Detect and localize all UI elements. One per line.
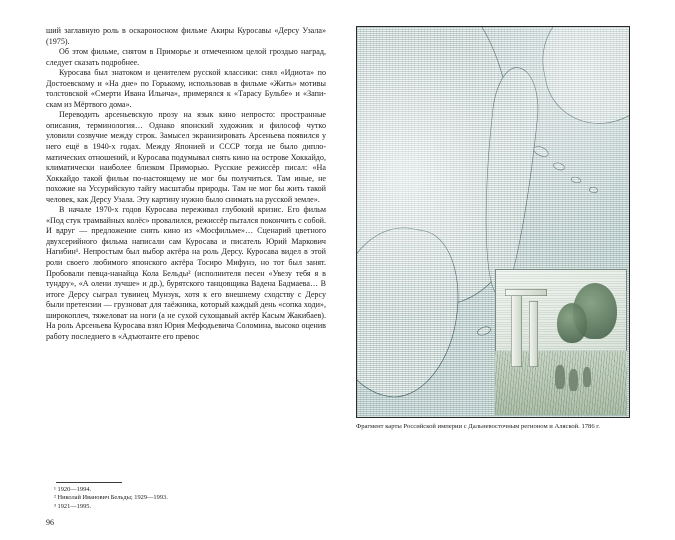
paragraph: Об этом фильме, снятом в Приморье и отмеченном целой гроздью наград, следует сказать подробнее. (46, 47, 326, 67)
footnote: ¹ 1920—1994. (54, 486, 92, 493)
footnote-block (46, 482, 326, 511)
cartouche-figure (583, 367, 591, 387)
map-cartouche (495, 269, 627, 415)
cartouche-figure (555, 365, 565, 389)
paragraph: Переводить арсеньевскую прозу на язык кино непросто: пространные описания, терминология… Однако японский художник и философ чутко уловили созвучие между строк. Замысел экранизировать Арсеньева появился у него ещё в 1940-х годах. Между Японией и СССР тогда не было дипломатических отношений, и Куросава подумывал снять кино на острове Хоккайдо, климатически наиболее близком Приморью. Русские режиссёр писал: «На Хоккайдо такой фильм по-настоящему не мог бы получиться. Там иные, не похожие на Уссурийскую тайгу масштабы природы. Там не мог бы жить такой человек, как Дерсу Узала. Эту картину нужно было снимать на русской земле». (46, 110, 326, 204)
footnote: ³ 1921—1995. (54, 502, 92, 510)
cartouche-tree (557, 303, 587, 343)
paragraph: В начале 1970-х годов Куросава переживал глубокий кризис. Его фильм «Под стук трамвайных колёс» провалился, режиссёр пытался покончить с собой. И вдруг — предложение снять кино из «Мосфильме»… Сценарий цветного двухсерийного фильма написали сам Куросава и писатель Юрий Маркович Нагибин¹. Непростым был выбор актёра на роль Дерсу. Куросава видел в этой роли своего любимого японского актёра Тосиро Мифунэ, но тот был занят. Пробовали певца-нанайца Кола Бельды² (исполнителя песен «Увезу тебя я в тундру», «А олени лучше» и др.), бурятского танцовщика Вадена Бадмаева… В итоге Дерсу сыграл тувинец Мунзук, хотя к его внешнему сходству с Дерсу были претензии — грузноват для таёжника, который каждый день «сопка ходи», широкоплеч, тяжеловат на ноги (а не сухой сухощавый актёр Касым Жакибаев). На роль Арсеньева Куросава взял Юрия Мефодьевича Соломина, высоко оценив работу последнего в «Адъютанте его превос (46, 205, 326, 341)
cartouche-entablature (505, 289, 547, 296)
cartouche-figure (569, 369, 578, 391)
footnote-rule (56, 482, 122, 483)
cartouche-column (511, 295, 522, 367)
paragraph: ший заглавную роль в оскароносном фильме Акиры Куросавы «Дерсу Узала» (1975). (46, 26, 326, 46)
figure-caption: Фрагмент карты Российской империи с Дальневосточным регионом и Аляской. 1786 г. (356, 423, 600, 430)
figure (356, 26, 628, 432)
footnote: ² Николай Иванович Бельды; 1929—1993. (54, 494, 168, 502)
page-number: 96 (46, 518, 54, 527)
cartouche-column (529, 301, 538, 367)
text-column (46, 26, 326, 466)
paragraph: Куросава был знатоком и ценителем русской классики: снял «Идиота» по Достоевскому и «На дне» по Горькому, использовав в фильме «Жить» мотивы толстовской «Смерти Ивана Ильича», примерялся к «Тарасу Бульбе» и «Запискам из Мёртвого дома». (46, 68, 326, 109)
figure-image (356, 26, 630, 418)
